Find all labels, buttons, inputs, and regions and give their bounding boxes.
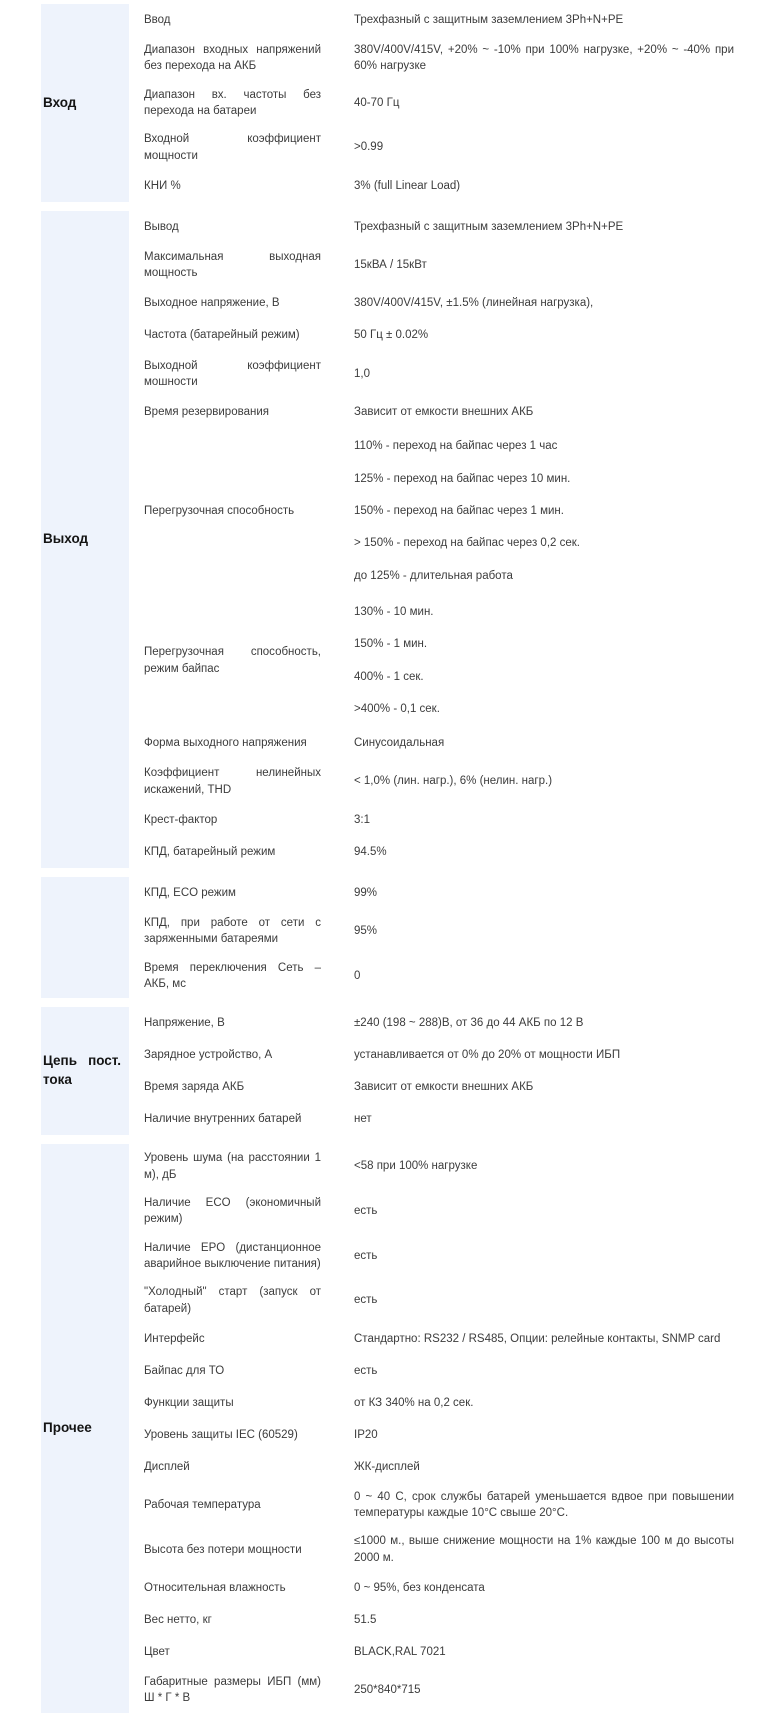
spec-row [129,211,746,243]
spec-row [129,909,746,954]
spec-row [129,1604,746,1636]
spec-section [41,877,746,998]
value-line: 95% [354,925,378,938]
value-line: 1,0 [354,367,370,380]
value-line: 400% - 1 сек. [354,670,424,683]
param-value [341,885,746,901]
spec-row [129,396,746,428]
value-line: 150% - 1 мин. [354,638,428,651]
value-line: есть [354,1364,378,1377]
param-value [341,366,746,382]
param-name: Байпас для ТО [144,1364,225,1377]
spec-row [129,1451,746,1483]
param-name: Перегрузочная способность [144,504,295,517]
param-name: Вывод [144,220,179,233]
spec-row [129,1636,746,1668]
param-value [341,1427,746,1443]
param-name: Уровень шума (на расстоянии 1 м), дБ [144,1152,321,1181]
spec-section [41,4,746,202]
param-name: Зарядное устройство, А [144,1049,273,1062]
section-rows [129,1144,746,1713]
spec-row [129,1071,746,1103]
spec-row [129,125,746,170]
value-line: Трехфазный с защитным заземлением 3Ph+N+PE [354,220,624,233]
value-line: Зависит от емкости внешних АКБ [354,1081,534,1094]
spec-row [129,759,746,804]
value-line: 40-70 Гц [354,96,400,109]
param-name: Относительная влажность [144,1581,286,1594]
category-cell [41,1007,129,1135]
param-name: Вес нетто, кг [144,1613,212,1626]
spec-row [129,1144,746,1189]
param-name: КНИ % [144,179,181,192]
value-line: 51.5 [354,1613,377,1626]
param-value [341,1644,746,1660]
section-rows [129,211,746,868]
spec-row [129,288,746,320]
param-name: КПД, ECO режим [144,886,236,899]
param-name: Интерфейс [144,1332,205,1345]
spec-row [129,1103,746,1135]
spec-section [41,1007,746,1135]
spec-row [129,1039,746,1071]
param-value [341,95,746,111]
value-line: 0 ~ 40 С, срок службы батарей уменьшается вдвое при повышении температуры каждые 10°С свыше 20°С. [354,1490,734,1520]
value-line: от КЗ 340% на 0,2 сек. [354,1396,474,1409]
param-name: Выходной коэффициент мошности [144,359,321,388]
param-value [341,139,746,155]
param-value [341,1079,746,1095]
param-value [341,404,746,420]
param-value [341,773,746,789]
value-line: 110% - переход на байпас через 1 час [354,440,558,453]
value-line: Трехфазный с защитным заземлением 3Ph+N+PE [354,13,624,26]
spec-section [41,211,746,868]
category-label: Выход [43,530,89,546]
value-line: >0.99 [354,141,384,154]
value-line: 380V/400V/415V, +20% ~ -10% при 100% нагрузке, +20% ~ -40% при 60% нагрузке [354,44,734,73]
category-label: Прочее [43,1420,92,1436]
spec-row [129,243,746,288]
spec-row [129,1189,746,1234]
category-cell [41,1144,129,1713]
param-value [341,1533,746,1566]
value-line: есть [354,1249,378,1262]
param-value [341,430,746,592]
value-line: есть [354,1294,378,1307]
spec-row [129,170,746,202]
value-line: ±240 (198 ~ 288)В, от 36 до 44 АКБ по 12 В [354,1017,584,1030]
param-name: Перегрузочная способность, режим байпас [144,646,321,675]
value-line: 94.5% [354,845,387,858]
value-line: ≤1000 м., выше снижение мощности на 1% каждые 100 м до высоты 2000 м. [354,1535,734,1564]
category-cell [41,211,129,868]
value-line: 99% [354,886,378,899]
param-name: Время резервирования [144,406,269,419]
value-line: 3:1 [354,813,370,826]
value-line: 3% (full Linear Load) [354,179,461,192]
spec-row [129,1387,746,1419]
spec-row [129,1278,746,1323]
spec-row [129,1527,746,1572]
section-rows [129,1007,746,1135]
param-value [341,257,746,273]
category-cell [41,877,129,998]
param-name: Напряжение, В [144,1017,225,1030]
value-line: 130% - 10 мин. [354,605,434,618]
section-rows [129,877,746,998]
param-name: Наличие внутренних батарей [144,1113,302,1126]
param-name: Частота (батарейный режим) [144,329,300,342]
category-cell [41,4,129,202]
value-line: 50 Гц ± 0.02% [354,329,429,342]
spec-row [129,594,746,727]
value-line: 380V/400V/415V, ±1.5% (линейная нагрузка), [354,297,594,310]
spec-row [129,428,746,594]
param-value [341,812,746,828]
param-name: Время переключения Сеть – АКБ, мс [144,961,321,990]
value-line: устанавливается от 0% до 20% от мощности ИБП [354,1049,621,1062]
param-value [341,1292,746,1308]
value-line: 15кВА / 15кВт [354,259,427,272]
param-value [341,968,746,984]
category-label: Цепь пост. тока [43,1053,121,1088]
spec-table [41,4,746,1713]
value-line: Зависит от емкости внешних АКБ [354,406,534,419]
param-value [341,1158,746,1174]
param-name: Форма выходного напряжения [144,737,307,750]
value-line: <58 при 100% нагрузке [354,1160,478,1173]
param-value [341,1331,746,1347]
value-line: 0 ~ 95%, без конденсата [354,1581,485,1594]
param-value [341,1489,746,1522]
spec-row [129,81,746,126]
param-value [341,295,746,311]
spec-row [129,1483,746,1528]
param-value [341,1612,746,1628]
param-name: Диапазон вх. частоты без перехода на батареи [144,88,321,117]
param-value [341,1459,746,1475]
value-line: BLACK,RAL 7021 [354,1645,446,1658]
spec-row [129,1572,746,1604]
spec-row [129,1007,746,1039]
param-value [341,1395,746,1411]
param-name: Уровень защиты IEC (60529) [144,1428,298,1441]
param-name: Габаритные размеры ИБП (мм) Ш * Г * В [144,1676,321,1705]
param-value [341,178,746,194]
value-line: 125% - переход на байпас через 10 мин. [354,472,571,485]
value-line: 150% - переход на байпас через 1 мин. [354,504,564,517]
spec-row [129,320,746,352]
spec-row [129,1355,746,1387]
spec-row [129,1668,746,1713]
value-line: < 1,0% (лин. нагр.), 6% (нелин. нагр.) [354,775,553,788]
spec-row [129,877,746,909]
param-name: Время заряда АКБ [144,1081,245,1094]
spec-row [129,804,746,836]
param-value [341,12,746,28]
param-value [341,923,746,939]
value-line: до 125% - длительная работа [354,569,513,582]
value-line: IP20 [354,1428,378,1441]
value-line: 0 [354,969,361,982]
param-value [341,1248,746,1264]
param-name: Цвет [144,1645,170,1658]
param-name: КПД, батарейный режим [144,845,276,858]
value-line: нет [354,1113,372,1126]
param-name: Высота без потери мощности [144,1543,302,1556]
param-name: Рабочая температура [144,1498,261,1511]
param-value [341,1111,746,1127]
spec-row [129,727,746,759]
param-name: Ввод [144,13,171,26]
param-value [341,219,746,235]
spec-row [129,352,746,397]
spec-row [129,954,746,999]
param-value [341,1580,746,1596]
param-name: Наличие ECO (экономичный режим) [144,1196,321,1226]
spec-row [129,1234,746,1279]
param-name: Выходное напряжение, В [144,297,280,310]
param-value [341,1203,746,1219]
param-name: Максимальная выходная мощность [144,250,321,280]
category-label: Вход [43,94,77,110]
param-value [341,327,746,343]
param-name: Входной коэффициент мощности [144,133,321,162]
value-line: ЖК-дисплей [354,1460,420,1473]
param-value [341,1047,746,1063]
param-value [341,1363,746,1379]
spec-row [129,4,746,36]
param-value [341,844,746,860]
param-name: "Холодный" старт (запуск от батарей) [144,1286,321,1315]
spec-row [129,836,746,868]
param-value [341,735,746,751]
param-value [341,1015,746,1031]
value-line: Стандартно: RS232 / RS485, Опции: релейные контакты, SNMP card [354,1332,721,1345]
value-line: >400% - 0,1 сек. [354,702,440,715]
section-rows [129,4,746,202]
spec-row [129,1419,746,1451]
spec-row [129,1323,746,1355]
param-name: Функции защиты [144,1396,234,1409]
value-line: есть [354,1205,378,1218]
spec-section [41,1144,746,1713]
value-line: Синусоидальная [354,737,445,750]
value-line: 250*840*715 [354,1684,421,1697]
param-value [341,1682,746,1698]
param-value [341,42,746,75]
param-name: КПД, при работе от сети с заряженными батареями [144,916,321,946]
value-line: > 150% - переход на байпас через 0,2 сек. [354,537,580,550]
param-name: Наличие EPO (дистанционное аварийное выключение питания) [144,1241,321,1270]
param-name: Диапазон входных напряжений без перехода на АКБ [144,44,321,73]
spec-row [129,36,746,81]
param-name: Дисплей [144,1460,190,1473]
param-name: Коэффициент нелинейных искажений, THD [144,767,321,796]
param-value [341,596,746,725]
param-name: Крест-фактор [144,813,218,826]
